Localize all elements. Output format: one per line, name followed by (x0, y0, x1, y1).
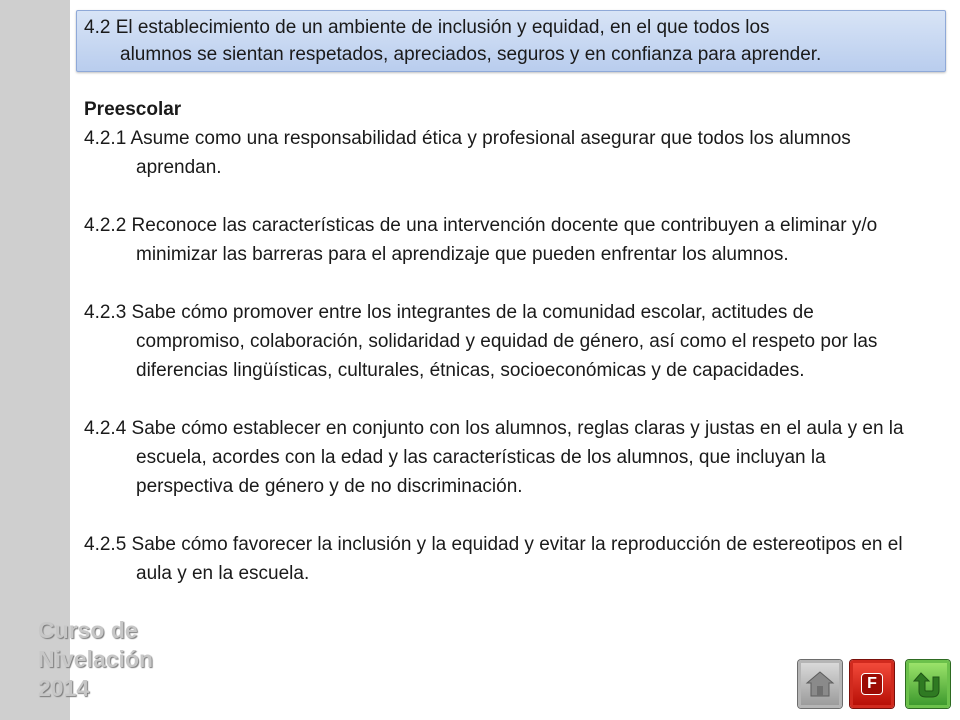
competency-item: 4.2.4 Sabe cómo establecer en conjunto con los alumnos, reglas claras y justas en el aula y en la escuela, acordes con la edad y las características de los alumnos, que incluyan la perspectiva de género y de no discriminación. (84, 418, 904, 497)
competency-item: 4.2.2 Reconoce las características de una intervención docente que contribuyen a eliminar y/o minimizar las barreras para el aprendizaje que pueden enfrentar los alumnos. (84, 215, 878, 265)
watermark-line3: 2014 (38, 675, 90, 701)
level-heading: Preescolar (84, 99, 182, 120)
f-button-label: F (861, 673, 883, 695)
f-button[interactable] (850, 660, 894, 708)
competency-item: 4.2.5 Sabe cómo favorecer la inclusión y la equidad y evitar la reproducción de estereotipos en el aula y en la escuela. (84, 534, 903, 584)
course-watermark (38, 616, 153, 703)
slide-body (84, 95, 914, 588)
watermark-line1: Curso de (38, 617, 138, 643)
competency-item: 4.2.1 Asume como una responsabilidad ética y profesional asegurar que todos los alumnos aprendan. (84, 128, 851, 178)
return-button[interactable] (906, 660, 950, 708)
left-sidebar-strip (0, 0, 70, 720)
slide-title-text (84, 14, 934, 68)
return-arrow-icon (912, 667, 944, 701)
slide-title-line2: alumnos se sientan respetados, apreciados, seguros y en confianza para aprender. (120, 44, 822, 65)
watermark-line2: Nivelación (38, 646, 154, 672)
home-icon (805, 669, 835, 699)
slide-title (84, 14, 934, 68)
competency-item: 4.2.3 Sabe cómo promover entre los integrantes de la comunidad escolar, actitudes de compromiso, colaboración, solidaridad y equidad de género, así como el respeto por las diferencias lingüísticas, culturales, étnicas, socioeconómicas y de capacidades. (84, 302, 878, 381)
home-button[interactable] (798, 660, 842, 708)
slide-title-line1: 4.2 El establecimiento de un ambiente de inclusión y equidad, en el que todos los (84, 17, 770, 38)
